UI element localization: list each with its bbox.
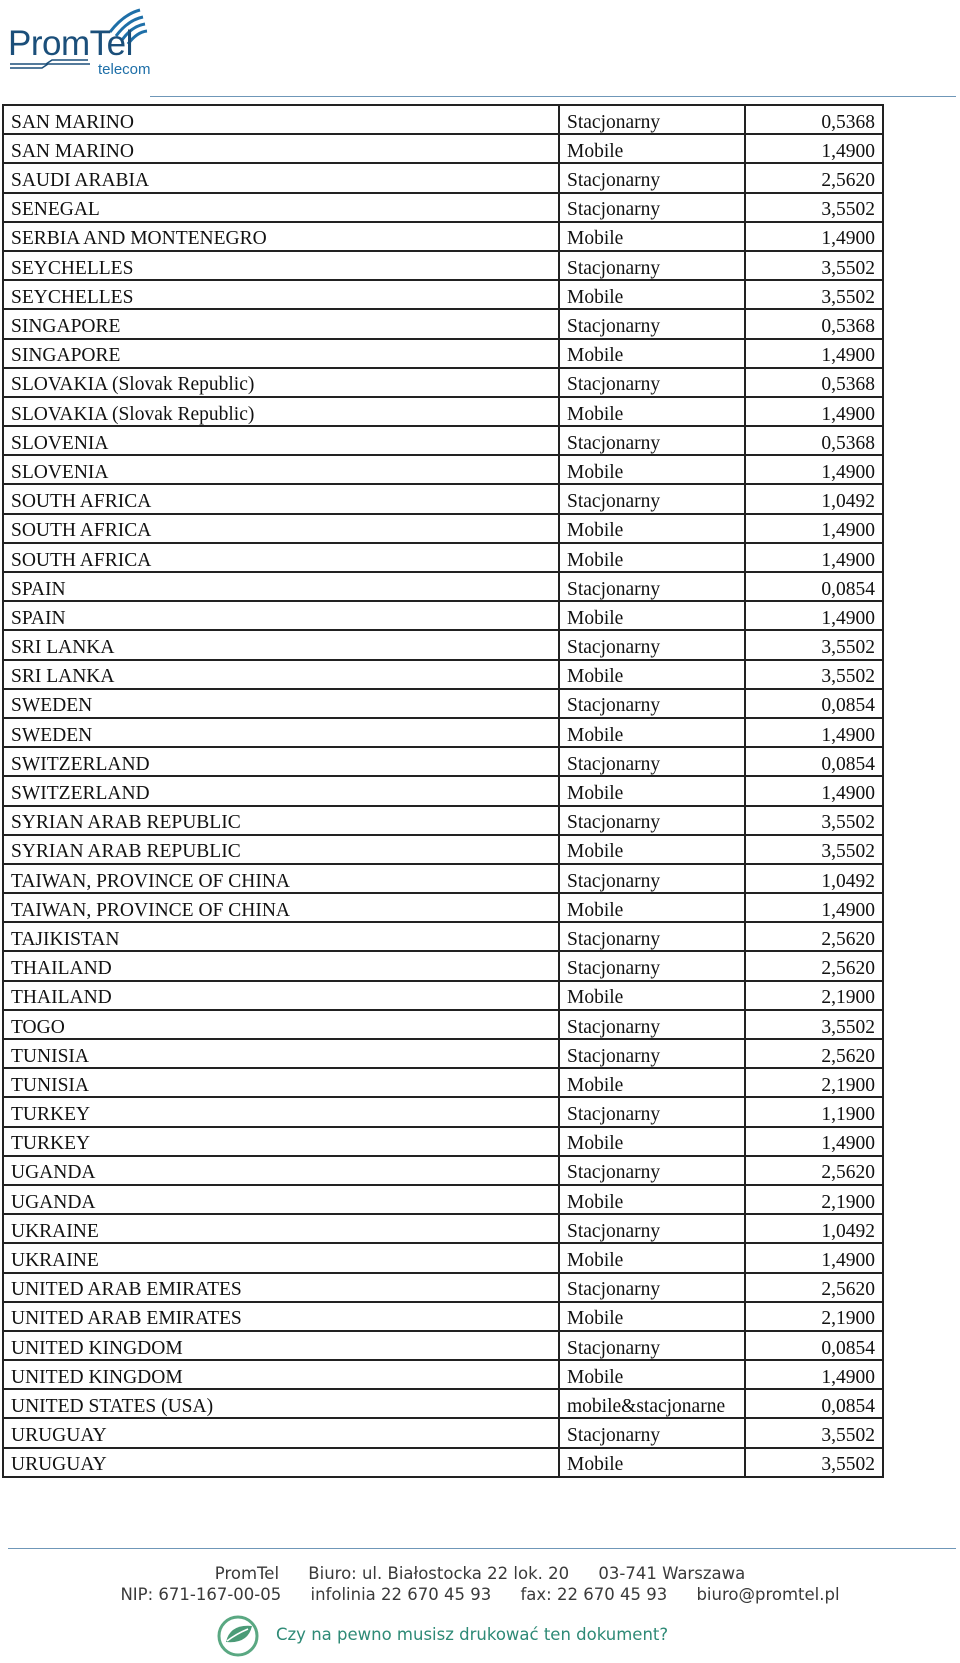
rate-cell: 2,1900 — [745, 1068, 883, 1097]
country-cell: SWEDEN — [3, 718, 559, 747]
rate-cell: 1,4900 — [745, 543, 883, 572]
rate-cell: 3,5502 — [745, 1010, 883, 1039]
country-cell: SWITZERLAND — [3, 776, 559, 805]
rate-cell: 1,4900 — [745, 1127, 883, 1156]
country-cell: SEYCHELLES — [3, 251, 559, 280]
line-type-cell: Mobile — [559, 397, 745, 426]
line-type-cell: Stacjonarny — [559, 193, 745, 222]
rate-cell: 1,4900 — [745, 893, 883, 922]
rate-cell: 3,5502 — [745, 630, 883, 659]
country-cell: UNITED ARAB EMIRATES — [3, 1273, 559, 1302]
footer-postal: 03-741 Warszawa — [598, 1564, 746, 1583]
country-cell: SOUTH AFRICA — [3, 514, 559, 543]
table-row — [3, 981, 883, 1010]
rate-cell: 1,4900 — [745, 718, 883, 747]
country-cell: SAUDI ARABIA — [3, 163, 559, 192]
line-type-cell: Mobile — [559, 280, 745, 309]
line-type-cell: Mobile — [559, 776, 745, 805]
country-cell: SRI LANKA — [3, 660, 559, 689]
rates-table-body — [3, 105, 883, 1477]
country-cell: SERBIA AND MONTENEGRO — [3, 222, 559, 251]
rate-cell: 0,0854 — [745, 747, 883, 776]
table-row — [3, 1418, 883, 1447]
line-type-cell: Mobile — [559, 134, 745, 163]
country-cell: UNITED ARAB EMIRATES — [3, 1302, 559, 1331]
header-divider — [150, 96, 956, 97]
rate-cell: 3,5502 — [745, 251, 883, 280]
line-type-cell: Stacjonarny — [559, 1039, 745, 1068]
line-type-cell: Mobile — [559, 339, 745, 368]
country-cell: TAJIKISTAN — [3, 922, 559, 951]
country-cell: SEYCHELLES — [3, 280, 559, 309]
line-type-cell: Mobile — [559, 455, 745, 484]
country-cell: UGANDA — [3, 1156, 559, 1185]
line-type-cell: Stacjonarny — [559, 1273, 745, 1302]
rate-cell: 1,4900 — [745, 601, 883, 630]
table-row — [3, 368, 883, 397]
table-row — [3, 1360, 883, 1389]
table-row — [3, 1389, 883, 1418]
table-row — [3, 339, 883, 368]
rate-cell: 2,5620 — [745, 951, 883, 980]
line-type-cell: Stacjonarny — [559, 309, 745, 338]
country-cell: SENEGAL — [3, 193, 559, 222]
table-row — [3, 572, 883, 601]
table-row — [3, 1039, 883, 1068]
line-type-cell: Mobile — [559, 835, 745, 864]
footer-office: Biuro: ul. Białostocka 22 lok. 20 — [308, 1564, 570, 1583]
country-cell: SYRIAN ARAB REPUBLIC — [3, 806, 559, 835]
table-row — [3, 630, 883, 659]
table-row — [3, 806, 883, 835]
table-row — [3, 1273, 883, 1302]
rate-cell: 2,5620 — [745, 1039, 883, 1068]
table-row — [3, 455, 883, 484]
table-row — [3, 1331, 883, 1360]
country-cell: SINGAPORE — [3, 339, 559, 368]
line-type-cell: Stacjonarny — [559, 630, 745, 659]
table-row — [3, 776, 883, 805]
line-type-cell: Stacjonarny — [559, 1214, 745, 1243]
table-row — [3, 426, 883, 455]
line-type-cell: Stacjonarny — [559, 1097, 745, 1126]
table-row — [3, 309, 883, 338]
line-type-cell: Stacjonarny — [559, 1156, 745, 1185]
rate-cell: 1,4900 — [745, 1360, 883, 1389]
table-row — [3, 1243, 883, 1272]
rate-cell: 0,0854 — [745, 689, 883, 718]
line-type-cell: Stacjonarny — [559, 426, 745, 455]
rate-cell: 3,5502 — [745, 806, 883, 835]
rates-table — [2, 104, 884, 1478]
line-type-cell: Stacjonarny — [559, 572, 745, 601]
line-type-cell: Mobile — [559, 514, 745, 543]
rate-cell: 0,5368 — [745, 368, 883, 397]
country-cell: SOUTH AFRICA — [3, 484, 559, 513]
country-cell: UGANDA — [3, 1185, 559, 1214]
rate-cell: 3,5502 — [745, 280, 883, 309]
rate-cell: 1,4900 — [745, 134, 883, 163]
footer-divider — [8, 1548, 956, 1549]
rate-cell: 0,0854 — [745, 1389, 883, 1418]
table-row — [3, 689, 883, 718]
table-row — [3, 951, 883, 980]
leaf-icon — [214, 1614, 264, 1658]
footer-nip: NIP: 671-167-00-05 — [120, 1585, 282, 1604]
line-type-cell: Mobile — [559, 893, 745, 922]
table-row — [3, 163, 883, 192]
table-row — [3, 660, 883, 689]
table-row — [3, 543, 883, 572]
table-row — [3, 922, 883, 951]
country-cell: URUGUAY — [3, 1448, 559, 1477]
table-row — [3, 105, 883, 134]
footer-contact-line — [0, 1587, 960, 1604]
country-cell: SAN MARINO — [3, 134, 559, 163]
table-row — [3, 601, 883, 630]
footer-company: PromTel — [214, 1564, 280, 1583]
country-cell: SLOVENIA — [3, 426, 559, 455]
table-row — [3, 1068, 883, 1097]
table-row — [3, 893, 883, 922]
country-cell: TOGO — [3, 1010, 559, 1039]
line-type-cell: Stacjonarny — [559, 922, 745, 951]
line-type-cell: Stacjonarny — [559, 1418, 745, 1447]
country-cell: TUNISIA — [3, 1039, 559, 1068]
table-row — [3, 1097, 883, 1126]
rate-cell: 1,1900 — [745, 1097, 883, 1126]
line-type-cell: Stacjonarny — [559, 105, 745, 134]
line-type-cell: Mobile — [559, 543, 745, 572]
country-cell: TURKEY — [3, 1097, 559, 1126]
table-row — [3, 1156, 883, 1185]
line-type-cell: Mobile — [559, 1127, 745, 1156]
line-type-cell: Mobile — [559, 718, 745, 747]
country-cell: UNITED KINGDOM — [3, 1360, 559, 1389]
line-type-cell: Stacjonarny — [559, 1331, 745, 1360]
rate-cell: 2,5620 — [745, 1273, 883, 1302]
country-cell: UKRAINE — [3, 1214, 559, 1243]
country-cell: SWITZERLAND — [3, 747, 559, 776]
country-cell: SINGAPORE — [3, 309, 559, 338]
table-row — [3, 1214, 883, 1243]
rate-cell: 1,4900 — [745, 455, 883, 484]
table-row — [3, 1185, 883, 1214]
rate-cell: 3,5502 — [745, 1448, 883, 1477]
rate-cell: 1,4900 — [745, 776, 883, 805]
rate-cell: 0,0854 — [745, 1331, 883, 1360]
line-type-cell: Mobile — [559, 1360, 745, 1389]
country-cell: SPAIN — [3, 572, 559, 601]
country-cell: SLOVAKIA (Slovak Republic) — [3, 397, 559, 426]
line-type-cell: Stacjonarny — [559, 806, 745, 835]
country-cell: TUNISIA — [3, 1068, 559, 1097]
rate-cell: 1,4900 — [745, 1243, 883, 1272]
rate-cell: 2,1900 — [745, 981, 883, 1010]
line-type-cell: Stacjonarny — [559, 747, 745, 776]
country-cell: SAN MARINO — [3, 105, 559, 134]
rate-cell: 3,5502 — [745, 660, 883, 689]
table-row — [3, 193, 883, 222]
country-cell: TURKEY — [3, 1127, 559, 1156]
rate-cell: 2,5620 — [745, 1156, 883, 1185]
table-row — [3, 397, 883, 426]
line-type-cell: Stacjonarny — [559, 689, 745, 718]
footer-hotline: infolinia 22 670 45 93 — [310, 1585, 492, 1604]
country-cell: TAIWAN, PROVINCE OF CHINA — [3, 893, 559, 922]
rate-cell: 1,4900 — [745, 222, 883, 251]
rate-cell: 3,5502 — [745, 193, 883, 222]
table-row — [3, 1127, 883, 1156]
country-cell: SRI LANKA — [3, 630, 559, 659]
logo-name: PromTel — [8, 24, 133, 63]
country-cell: TAIWAN, PROVINCE OF CHINA — [3, 864, 559, 893]
rate-cell: 1,4900 — [745, 339, 883, 368]
footer-address-line — [0, 1566, 960, 1583]
line-type-cell: Mobile — [559, 601, 745, 630]
country-cell: UNITED STATES (USA) — [3, 1389, 559, 1418]
country-cell: UKRAINE — [3, 1243, 559, 1272]
footer-email[interactable]: biuro@promtel.pl — [696, 1585, 840, 1604]
table-row — [3, 280, 883, 309]
rate-cell: 2,1900 — [745, 1185, 883, 1214]
line-type-cell: Mobile — [559, 222, 745, 251]
line-type-cell: Mobile — [559, 1243, 745, 1272]
rate-cell: 1,4900 — [745, 514, 883, 543]
country-cell: SPAIN — [3, 601, 559, 630]
table-row — [3, 747, 883, 776]
line-type-cell: Mobile — [559, 1302, 745, 1331]
line-type-cell: Mobile — [559, 660, 745, 689]
rate-cell: 1,4900 — [745, 397, 883, 426]
country-cell: THAILAND — [3, 951, 559, 980]
rate-cell: 0,5368 — [745, 426, 883, 455]
line-type-cell: Stacjonarny — [559, 368, 745, 397]
eco-print-note: Czy na pewno musisz drukować ten dokument? — [276, 1625, 669, 1644]
logo-subtitle: telecom — [98, 61, 151, 78]
table-row — [3, 1448, 883, 1477]
table-row — [3, 484, 883, 513]
country-cell: URUGUAY — [3, 1418, 559, 1447]
table-row — [3, 134, 883, 163]
table-row — [3, 222, 883, 251]
line-type-cell: Stacjonarny — [559, 951, 745, 980]
table-row — [3, 251, 883, 280]
table-row — [3, 1010, 883, 1039]
country-cell: SLOVENIA — [3, 455, 559, 484]
table-row — [3, 1302, 883, 1331]
line-type-cell: Stacjonarny — [559, 163, 745, 192]
rate-cell: 1,0492 — [745, 1214, 883, 1243]
table-row — [3, 835, 883, 864]
line-type-cell: Stacjonarny — [559, 251, 745, 280]
line-type-cell: mobile&stacjonarne — [559, 1389, 745, 1418]
country-cell: SYRIAN ARAB REPUBLIC — [3, 835, 559, 864]
line-type-cell: Mobile — [559, 1448, 745, 1477]
line-type-cell: Stacjonarny — [559, 1010, 745, 1039]
country-cell: SLOVAKIA (Slovak Republic) — [3, 368, 559, 397]
country-cell: SOUTH AFRICA — [3, 543, 559, 572]
rate-cell: 0,5368 — [745, 105, 883, 134]
country-cell: THAILAND — [3, 981, 559, 1010]
rate-cell: 2,5620 — [745, 163, 883, 192]
table-row — [3, 514, 883, 543]
line-type-cell: Mobile — [559, 1185, 745, 1214]
line-type-cell: Stacjonarny — [559, 864, 745, 893]
rate-cell: 3,5502 — [745, 835, 883, 864]
rate-cell: 2,1900 — [745, 1302, 883, 1331]
rate-cell: 2,5620 — [745, 922, 883, 951]
rate-cell: 3,5502 — [745, 1418, 883, 1447]
rate-cell: 1,0492 — [745, 484, 883, 513]
country-cell: UNITED KINGDOM — [3, 1331, 559, 1360]
line-type-cell: Stacjonarny — [559, 484, 745, 513]
rate-cell: 0,5368 — [745, 309, 883, 338]
table-row — [3, 864, 883, 893]
rate-cell: 0,0854 — [745, 572, 883, 601]
table-row — [3, 718, 883, 747]
promtel-logo — [6, 2, 166, 78]
rate-cell: 1,0492 — [745, 864, 883, 893]
country-cell: SWEDEN — [3, 689, 559, 718]
line-type-cell: Mobile — [559, 981, 745, 1010]
footer-fax: fax: 22 670 45 93 — [520, 1585, 668, 1604]
line-type-cell: Mobile — [559, 1068, 745, 1097]
